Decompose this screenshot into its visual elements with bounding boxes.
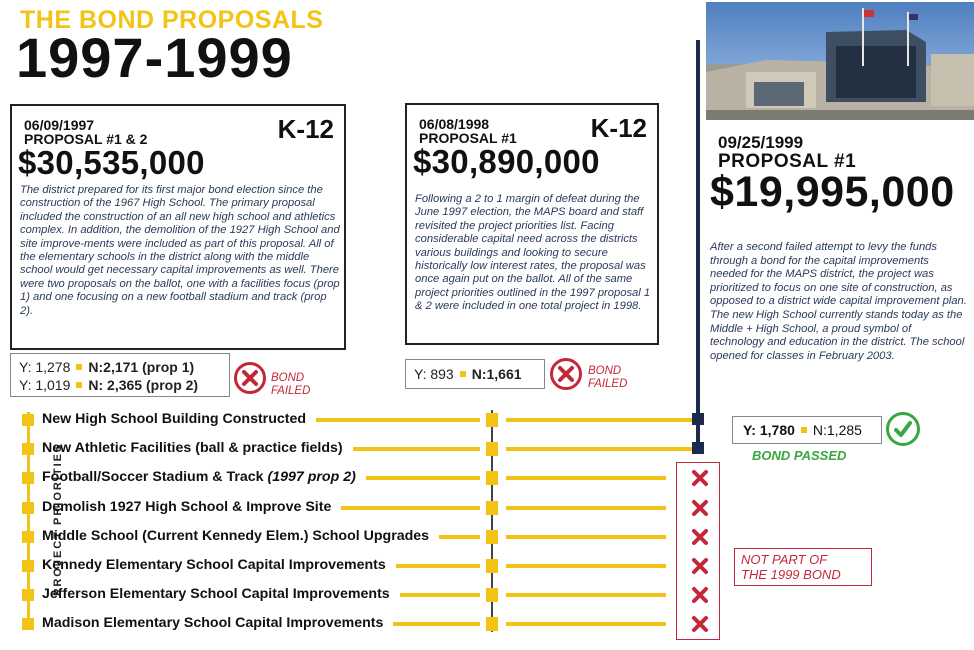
proposal-1999-amount: $19,995,000 xyxy=(710,168,955,216)
vote-row xyxy=(414,366,522,382)
priority-row xyxy=(0,584,974,606)
priority-marker-icon xyxy=(22,560,34,572)
proposal-1997-card xyxy=(10,104,346,350)
not-part-line1: NOT PART OF xyxy=(741,552,828,567)
marker-1998-icon xyxy=(486,413,498,427)
bar-segment-1998 xyxy=(506,564,666,568)
marker-1998-icon xyxy=(486,501,498,515)
priority-label xyxy=(42,615,383,631)
bar-segment-1998 xyxy=(506,622,666,626)
x-circle-icon xyxy=(234,362,266,394)
priority-row xyxy=(0,526,974,548)
priority-row xyxy=(0,409,974,431)
marker-1999-icon xyxy=(692,413,704,425)
timeline-1999-line xyxy=(696,40,700,450)
bar-segment-1997 xyxy=(393,622,480,626)
x-mark-icon xyxy=(690,468,710,488)
proposal-number: PROPOSAL #1 xyxy=(419,130,517,146)
bar-segment-1998 xyxy=(506,418,692,422)
failed-line1: BOND xyxy=(588,365,622,377)
marker-1999-icon xyxy=(692,442,704,454)
priority-axis-label: PROJECT PRIORITIES xyxy=(52,442,64,596)
vote-tally-1997 xyxy=(10,353,230,397)
failed-line2: FAILED xyxy=(271,385,311,397)
priority-row xyxy=(0,438,974,460)
priority-label-text: Football/Soccer Stadium & Track xyxy=(42,469,264,485)
bar-segment-1998 xyxy=(506,535,666,539)
x-mark-icon xyxy=(690,527,710,547)
priority-row xyxy=(0,467,974,489)
vote-row-prop2 xyxy=(19,377,198,393)
priority-label xyxy=(42,499,331,515)
priority-marker-icon xyxy=(22,472,34,484)
proposal-1999-date: 09/25/1999 xyxy=(718,133,804,152)
priority-row xyxy=(0,613,974,635)
priority-label-text: Demolish 1927 High School & Improve Site xyxy=(42,499,332,515)
no-votes: N: 2,365 (prop 2) xyxy=(88,377,199,393)
bar-segment-1997 xyxy=(316,418,480,422)
yes-votes: Y: 1,019 xyxy=(19,377,71,393)
priority-marker-icon xyxy=(22,443,34,455)
bar-segment-1997 xyxy=(400,593,480,597)
marker-1998-icon xyxy=(486,588,498,602)
grade-level: K-12 xyxy=(277,114,334,144)
priority-label-text: New Athletic Facilities (ball & practice fields) xyxy=(42,440,343,456)
proposal-date: 06/08/1998 xyxy=(419,116,490,132)
separator-icon xyxy=(76,364,82,370)
priority-marker-icon xyxy=(22,589,34,601)
bar-segment-1998 xyxy=(506,506,666,510)
bar-segment-1997 xyxy=(353,447,480,451)
vote-tally-1998 xyxy=(405,359,545,389)
bar-segment-1998 xyxy=(506,447,692,451)
bar-segment-1997 xyxy=(341,506,480,510)
no-votes: N:2,171 (prop 1) xyxy=(88,359,195,375)
bar-segment-1998 xyxy=(506,476,666,480)
x-mark-icon xyxy=(690,556,710,576)
marker-1998-icon xyxy=(486,471,498,485)
bond-amount: $30,535,000 xyxy=(18,144,205,181)
priority-label-text: Madison Elementary School Capital Improvements xyxy=(42,615,384,631)
priority-marker-icon xyxy=(22,502,34,514)
grade-level: K-12 xyxy=(590,113,647,143)
separator-icon xyxy=(460,371,466,377)
bar-segment-1997 xyxy=(396,564,480,568)
marker-1998-icon xyxy=(486,559,498,573)
priority-marker-icon xyxy=(22,618,34,630)
priority-marker-icon xyxy=(22,531,34,543)
no-votes: N:1,285 xyxy=(812,422,862,438)
x-mark-icon xyxy=(690,498,710,518)
priority-label xyxy=(42,557,386,573)
bar-segment-1997 xyxy=(366,476,480,480)
priority-label-text: New High School Building Constructed xyxy=(42,411,307,427)
priority-row xyxy=(0,497,974,519)
header-years: 1997-1999 xyxy=(16,26,293,89)
yes-votes: Y: 893 xyxy=(414,366,454,382)
priority-label xyxy=(42,528,429,544)
priority-label-note: (1997 prop 2) xyxy=(267,469,356,485)
proposal-1998-card xyxy=(405,103,659,345)
priority-label-text: Jefferson Elementary School Capital Improvements xyxy=(42,586,390,602)
failed-line1: BOND xyxy=(271,372,305,384)
priority-label xyxy=(42,440,343,456)
bar-segment-1998 xyxy=(506,593,666,597)
marker-1998-icon xyxy=(486,617,498,631)
bond-amount: $30,890,000 xyxy=(413,143,600,180)
x-circle-icon xyxy=(550,358,582,390)
priority-label xyxy=(42,411,306,427)
proposal-description: Following a 2 to 1 margin of defeat during the June 1997 election, the MAPS board and staff revisited the project priorities list. Facing considerable capital need across the districts various buildings and looking to secure historically low interest rates, the proposal was once again put on the ballot. All of the same project priorities outlined in the 1997 proposal 1 & 2 were included in one total project in 1998. xyxy=(415,193,651,313)
priority-marker-icon xyxy=(22,414,34,426)
bond-passed-label: BOND PASSED xyxy=(752,448,847,463)
no-votes: N:1,661 xyxy=(471,366,522,382)
yes-votes: Y: 1,780 xyxy=(743,422,795,438)
priority-row xyxy=(0,555,974,577)
proposal-number: PROPOSAL #1 & 2 xyxy=(24,131,148,147)
bond-failed-label xyxy=(271,372,310,398)
proposal-description: The district prepared for its first major bond election since the construction of the 1967 High School. The primary proposal included the construction of an all new high school and athletics complex. In addition, the demolition of the 1927 High School and site improve-ments were included as part of this proposal. All of the elementary schools in the district along with the middle school would get necessary capital improvements as well. There were two proposals on the ballot, one with a facilities focus (prop 1) and one focusing on a new football stadium and track (prop 2). xyxy=(20,184,340,317)
proposal-1999-number: PROPOSAL #1 xyxy=(718,151,857,172)
failed-line2: FAILED xyxy=(588,378,628,390)
proposal-1999-description: After a second failed attempt to levy the funds through a bond for the capital improvements needed for the MAPS district, the project was prioritized to focus on one site of construction, as opposed to a district wide capital improvement plan. The new High School currently stands today as the Middle + High School, a proud symbol of technology and education in the district. The school opened for classes in February 2003. xyxy=(710,241,967,362)
x-mark-icon xyxy=(690,585,710,605)
bond-failed-label xyxy=(588,365,627,391)
priority-label xyxy=(42,469,356,485)
priority-label-text: Kennedy Elementary School Capital Improvements xyxy=(42,557,386,573)
marker-1998-icon xyxy=(486,442,498,456)
priority-label-text: Middle School (Current Kennedy Elem.) School Upgrades xyxy=(42,528,430,544)
school-building-photo xyxy=(706,2,974,120)
header-kicker: THE BOND PROPOSALS xyxy=(20,6,324,34)
priority-label xyxy=(42,586,390,602)
marker-1998-icon xyxy=(486,530,498,544)
separator-icon xyxy=(76,382,82,388)
bar-segment-1997 xyxy=(439,535,480,539)
not-part-line2: THE 1999 BOND xyxy=(741,567,841,582)
yes-votes: Y: 1,278 xyxy=(19,359,71,375)
x-mark-icon xyxy=(690,614,710,634)
vote-row-prop1 xyxy=(19,359,194,375)
proposal-date: 06/09/1997 xyxy=(24,117,95,133)
